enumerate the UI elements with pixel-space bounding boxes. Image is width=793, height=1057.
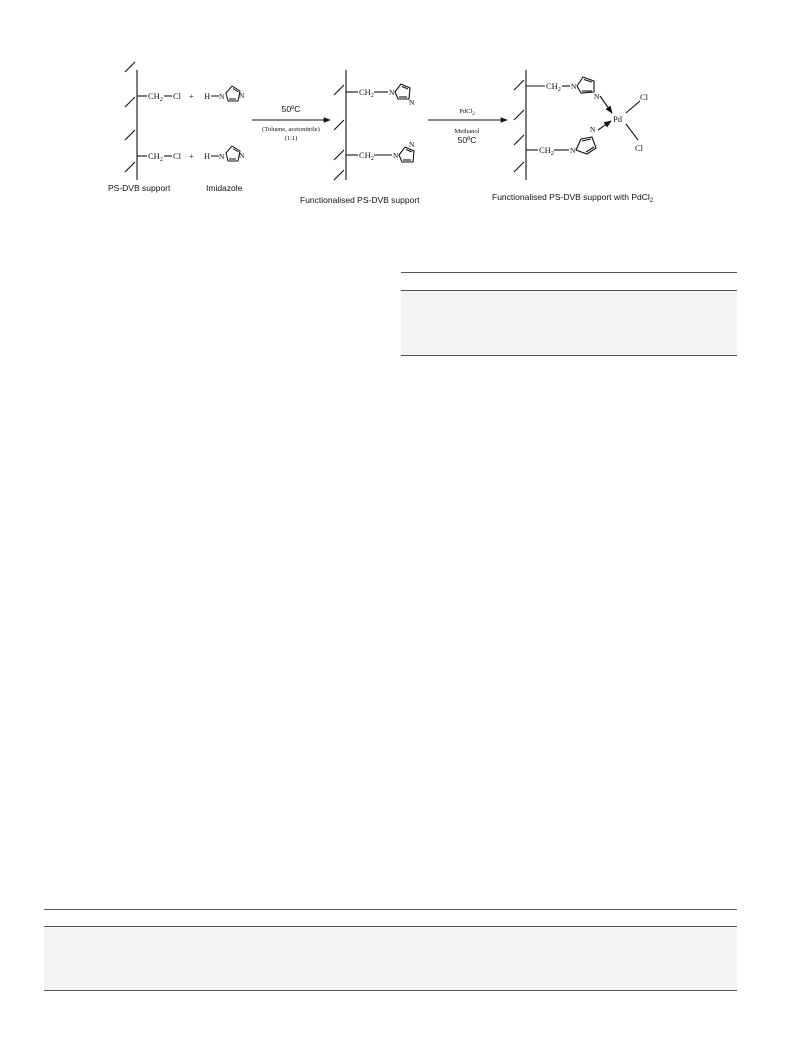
cl-label: Cl xyxy=(173,151,182,161)
cl-label: Cl xyxy=(640,92,649,102)
ch2-label: $CH_2$ xyxy=(359,150,374,162)
n-atom-label: N xyxy=(590,125,596,134)
ch2-label: $CH_2$ xyxy=(359,87,374,99)
imidazole-caption: Imidazole xyxy=(206,183,243,193)
table-block-right xyxy=(401,272,737,356)
n-atom-label: N xyxy=(393,151,399,160)
table-header-rule xyxy=(401,290,737,291)
step2-reagent: PdCl$_2$ xyxy=(459,108,475,117)
step1-solvent: (Toluene, acetonitrile) xyxy=(262,126,320,133)
imidazole-ring xyxy=(211,86,240,101)
n-atom-label: N xyxy=(219,152,225,161)
ch2-label: $CH_2$ xyxy=(539,145,554,157)
ch2-label: $CH_2$ xyxy=(148,91,163,103)
h-atom-label: H xyxy=(204,91,211,101)
cl-label: Cl xyxy=(635,143,644,153)
n-atom-label: N xyxy=(239,151,245,160)
functionalised-support-caption: Functionalised PS-DVB support xyxy=(300,195,420,205)
table-block-bottom xyxy=(44,909,737,991)
n-atom-label: N xyxy=(239,91,245,100)
imidazole-ring xyxy=(211,146,240,161)
pd-atom-label: Pd xyxy=(613,114,622,124)
step2-solvent: Methanol xyxy=(454,128,480,135)
step1-ratio: (1:1) xyxy=(284,135,298,142)
cl-label: Cl xyxy=(173,91,182,101)
table-header-rule xyxy=(44,926,737,927)
table-header-row xyxy=(401,273,737,290)
functionalised-support-structure xyxy=(334,70,414,180)
h-atom-label: H xyxy=(204,151,211,161)
step1-temperature: 50ºC xyxy=(281,104,301,114)
n-atom-label: N xyxy=(219,92,225,101)
n-atom-label: N xyxy=(409,98,415,107)
n-atom-label: N xyxy=(409,140,415,149)
pd-complex-structure xyxy=(514,70,640,180)
ps-dvb-support-structure xyxy=(125,62,172,180)
ch2-label: $CH_2$ xyxy=(546,81,561,93)
ps-dvb-support-caption: PS-DVB support xyxy=(108,183,171,193)
plus-sign: + xyxy=(189,91,194,101)
plus-sign: + xyxy=(189,151,194,161)
step2-temperature: 50ºC xyxy=(457,135,477,145)
ch2-label: $CH_2$ xyxy=(148,151,163,163)
pd-complex-caption: Functionalised PS-DVB support with PdCl$_2$ xyxy=(492,192,654,204)
n-atom-label: N xyxy=(594,92,600,101)
n-atom-label: N xyxy=(571,82,577,91)
n-atom-label: N xyxy=(570,146,576,155)
table-header-row xyxy=(44,910,737,926)
n-atom-label: N xyxy=(389,88,395,97)
reaction-scheme xyxy=(0,0,793,220)
